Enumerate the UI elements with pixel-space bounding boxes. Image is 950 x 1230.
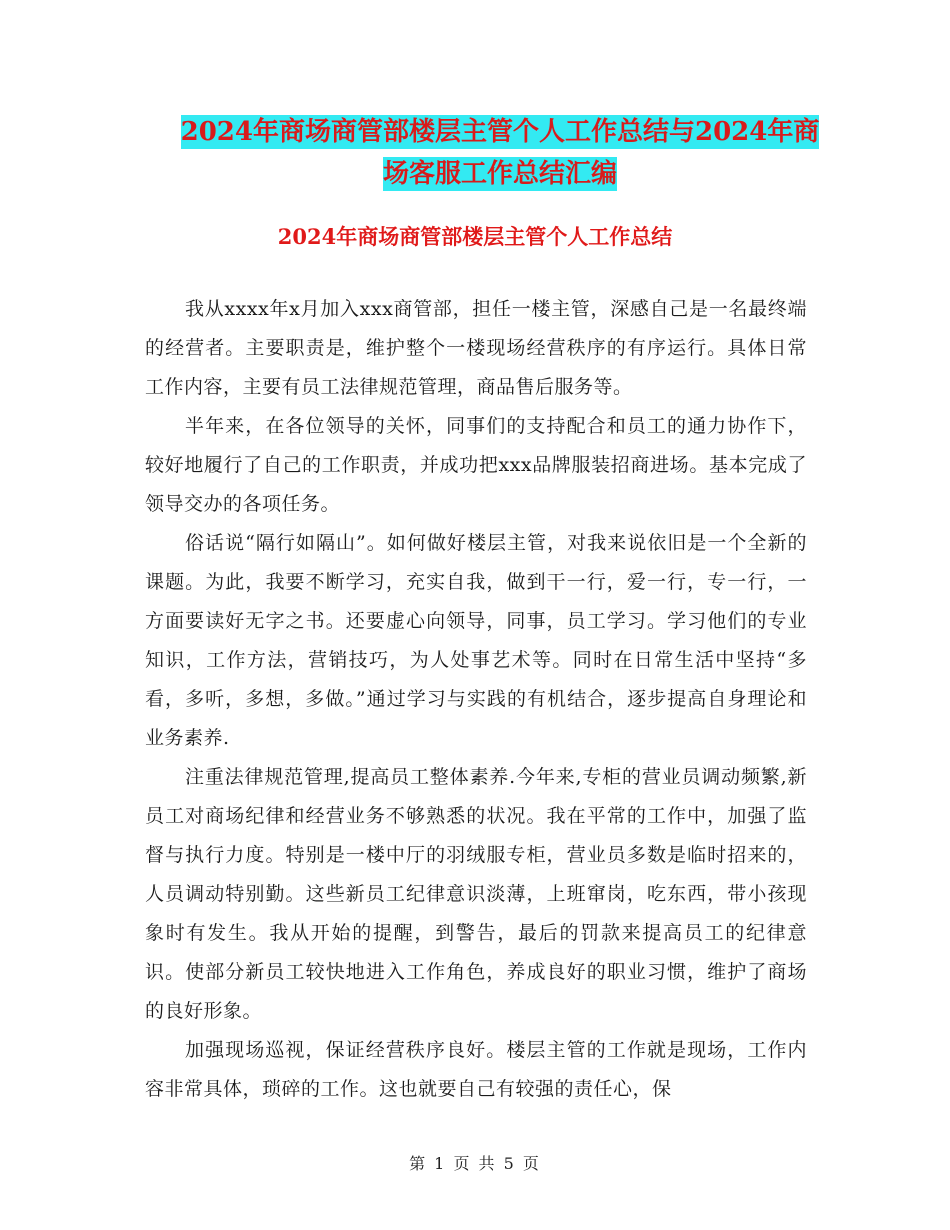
- paragraph-4: 注重法律规范管理,提高员工整体素养.今年来,专柜的营业员调动频繁,新员工对商场纪律和经营业务不够熟悉的状况。我在平常的工作中，加强了监督与执行力度。特别是一楼中厅的羽绒服专柜，营业员多数是临时招来的，人员调动特别勤。这些新员工纪律意识淡薄，上班窜岗，吃东西，带小孩现象时有发生。我从开始的提醒，到警告，最后的罚款来提高员工的纪律意识。使部分新员工较快地进入工作角色，养成良好的职业习惯，维护了商场的良好形象。: [145, 766, 807, 1022]
- highlighted-title-text-2: 场客服工作总结汇编: [382, 159, 617, 189]
- paragraph-3: 俗话说“隔行如隔山”。如何做好楼层主管，对我来说依旧是一个全新的课题。为此，我要不断学习，充实自我，做到干一行，爱一行，专一行，一方面要读好无字之书。还要虚心向领导，同事，员工学习。学习他们的专业知识，工作方法，营销技巧，为人处事艺术等。同时在日常生活中坚持“多看，多听，多想，多做。”通过学习与实践的有机结合，逐步提高自身理论和业务素养.: [145, 532, 807, 749]
- document-title-line-2: [140, 150, 860, 198]
- highlighted-title-text-1: 2024年商场商管部楼层主管个人工作总结与2024年商: [180, 117, 820, 147]
- body-text: [145, 290, 807, 1109]
- section-title: 2024年商场商管部楼层主管个人工作总结: [277, 224, 673, 249]
- document-title-line-1: [140, 108, 860, 156]
- paragraph-5: 加强现场巡视，保证经营秩序良好。楼层主管的工作就是现场，工作内容非常具体，琐碎的工作。这也就要自己有较强的责任心，保: [145, 1039, 807, 1100]
- paragraph-2: 半年来，在各位领导的关怀，同事们的支持配合和员工的通力协作下，较好地履行了自己的工作职责，并成功把xxx品牌服装招商进场。基本完成了领导交办的各项任务。: [145, 415, 807, 515]
- paragraph-1: 我从xxxx年x月加入xxx商管部，担任一楼主管，深感自己是一名最终端的经营者。主要职责是，维护整个一楼现场经营秩序的有序运行。具体日常工作内容，主要有员工法律规范管理，商品售后服务等。: [145, 298, 807, 398]
- page-footer: 第 1 页 共 5 页: [409, 1154, 541, 1173]
